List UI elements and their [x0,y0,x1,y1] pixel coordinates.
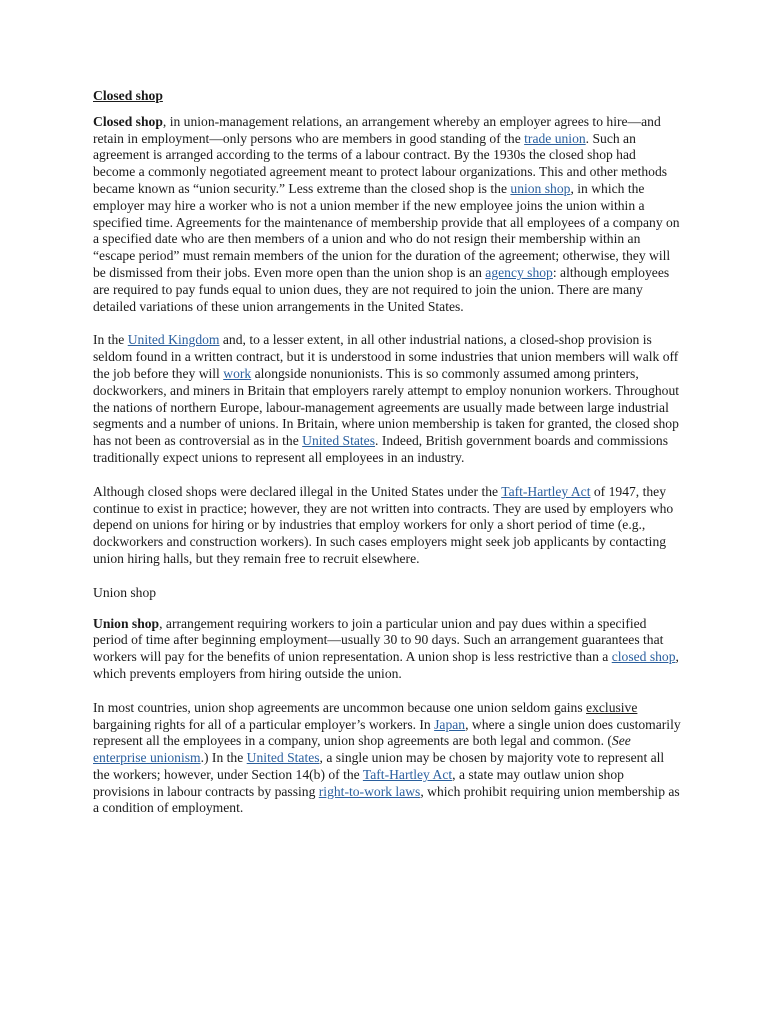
text: , a state may outlaw union shop provisions in labour contracts by passing [93,766,624,799]
text: , in which the employer may hire a worker who is not a union member if the new employee joins the union within a specified time. Agreements for the maintenance of membership provide that all employees of a company on a specified date who are then members of a union and who do not resign their membership within an “escape period” must remain members of the union for the duration of the agreement; otherwise, they will be dismissed from their jobs. Even more open than the union shop is an [93,180,680,280]
section-title-union-shop: Union shop [93,584,157,600]
text: , in union-management relations, an arrangement whereby an employer agrees to hire—and retain in employment—only persons who are members in good standing of the [93,113,661,146]
text: Although closed shops were declared illegal in the United States under the [93,483,502,499]
link-japan[interactable]: Japan [434,716,466,732]
link-union-shop[interactable]: union shop [510,180,571,196]
text: . Such an agreement is arranged according to the terms of a labour contract. By the 1930s the closed shop had become a commonly negotiated agreement meant to protect labour organizations. This and other methods became known as “union security.” Less extreme than the closed shop is the [93,130,668,196]
text: , where a single union does customarily represent all the employees in a company, union shop agreements are both legal and common. ( [93,716,681,749]
text: alongside nonunionists. This is so commonly assumed among printers, dockworkers, and miners in Britain that employers rarely attempt to employ nonunion workers. Throughout the nations of northern Europe, labour-management agreements are usually made between large industrial segments and a number of unions. In Britain, where union membership is taken for granted, the closed shop has not been as controversial as in the [93,365,680,449]
document-body [93,88,681,834]
text: bargaining rights for all of a particular employer’s workers. In [93,716,435,732]
link-trade-union[interactable]: trade union [524,130,586,146]
paragraph-closed-shop-definition [93,114,681,316]
underlined-exclusive: exclusive [586,699,638,715]
link-closed-shop[interactable]: closed shop [611,649,676,665]
text: , a single union may be chosen by majority vote to represent all the workers; however, under Section 14(b) of the [93,750,665,782]
paragraph-union-shop-definition [93,616,681,683]
link-united-kingdom[interactable]: United Kingdom [127,332,220,348]
link-taft-hartley-act[interactable]: Taft-Hartley Act [501,483,591,499]
link-right-to-work-laws[interactable]: right-to-work laws [318,783,421,799]
link-work[interactable]: work [223,365,252,381]
link-united-states-2[interactable]: United States [246,750,320,766]
text: of 1947, they continue to exist in practice; however, they are not written into contracts. They are used by employers who depend on unions for hiring or by industries that employ workers for only a short period of time (e.g., dockworkers and construction workers). In such cases employers might seek job applicants by contacting union hiring halls, but they remain free to recruit elsewhere. [93,483,674,566]
link-agency-shop[interactable]: agency shop [485,264,553,280]
paragraph-union-shop-countries [93,700,681,818]
text: , which prohibit requiring union membership as a condition of employment. [93,783,680,816]
link-enterprise-unionism[interactable]: enterprise unionism [93,750,201,766]
see-reference: See [611,733,631,749]
text: . Indeed, British government boards and commissions traditionally expect unions to represent all employees in an industry. [93,433,668,465]
text: : although employees are required to pay funds equal to union dues, they are not required to join the union. There are many detailed variations of these union arrangements in the United States. [93,264,670,314]
text: In most countries, union shop agreements are uncommon because one union seldom gains [93,699,587,715]
text: , which prevents employers from hiring outside the union. [93,649,679,681]
link-taft-hartley-act-2[interactable]: Taft-Hartley Act [362,766,453,782]
paragraph-taft-hartley [93,484,681,568]
paragraph-uk [93,332,681,466]
term-closed-shop: Closed shop [93,113,163,129]
link-united-states[interactable]: United States [302,433,376,449]
text: In the [93,332,128,348]
page-title: Closed shop [93,88,163,103]
text: and, to a lesser extent, in all other industrial nations, a closed-shop provision is seldom found in a written contract, but it is understood in some industries that union members will walk off the job before they will [93,332,679,381]
text: , arrangement requiring workers to join a particular union and pay dues within a specified period of time after beginning employment—usually 30 to 90 days. Such an arrangement guarantees that workers will pay for the benefits of union representation. A union shop is less restrictive than a [93,615,664,665]
term-union-shop: Union shop [93,615,160,631]
text: .) In the [200,750,247,766]
